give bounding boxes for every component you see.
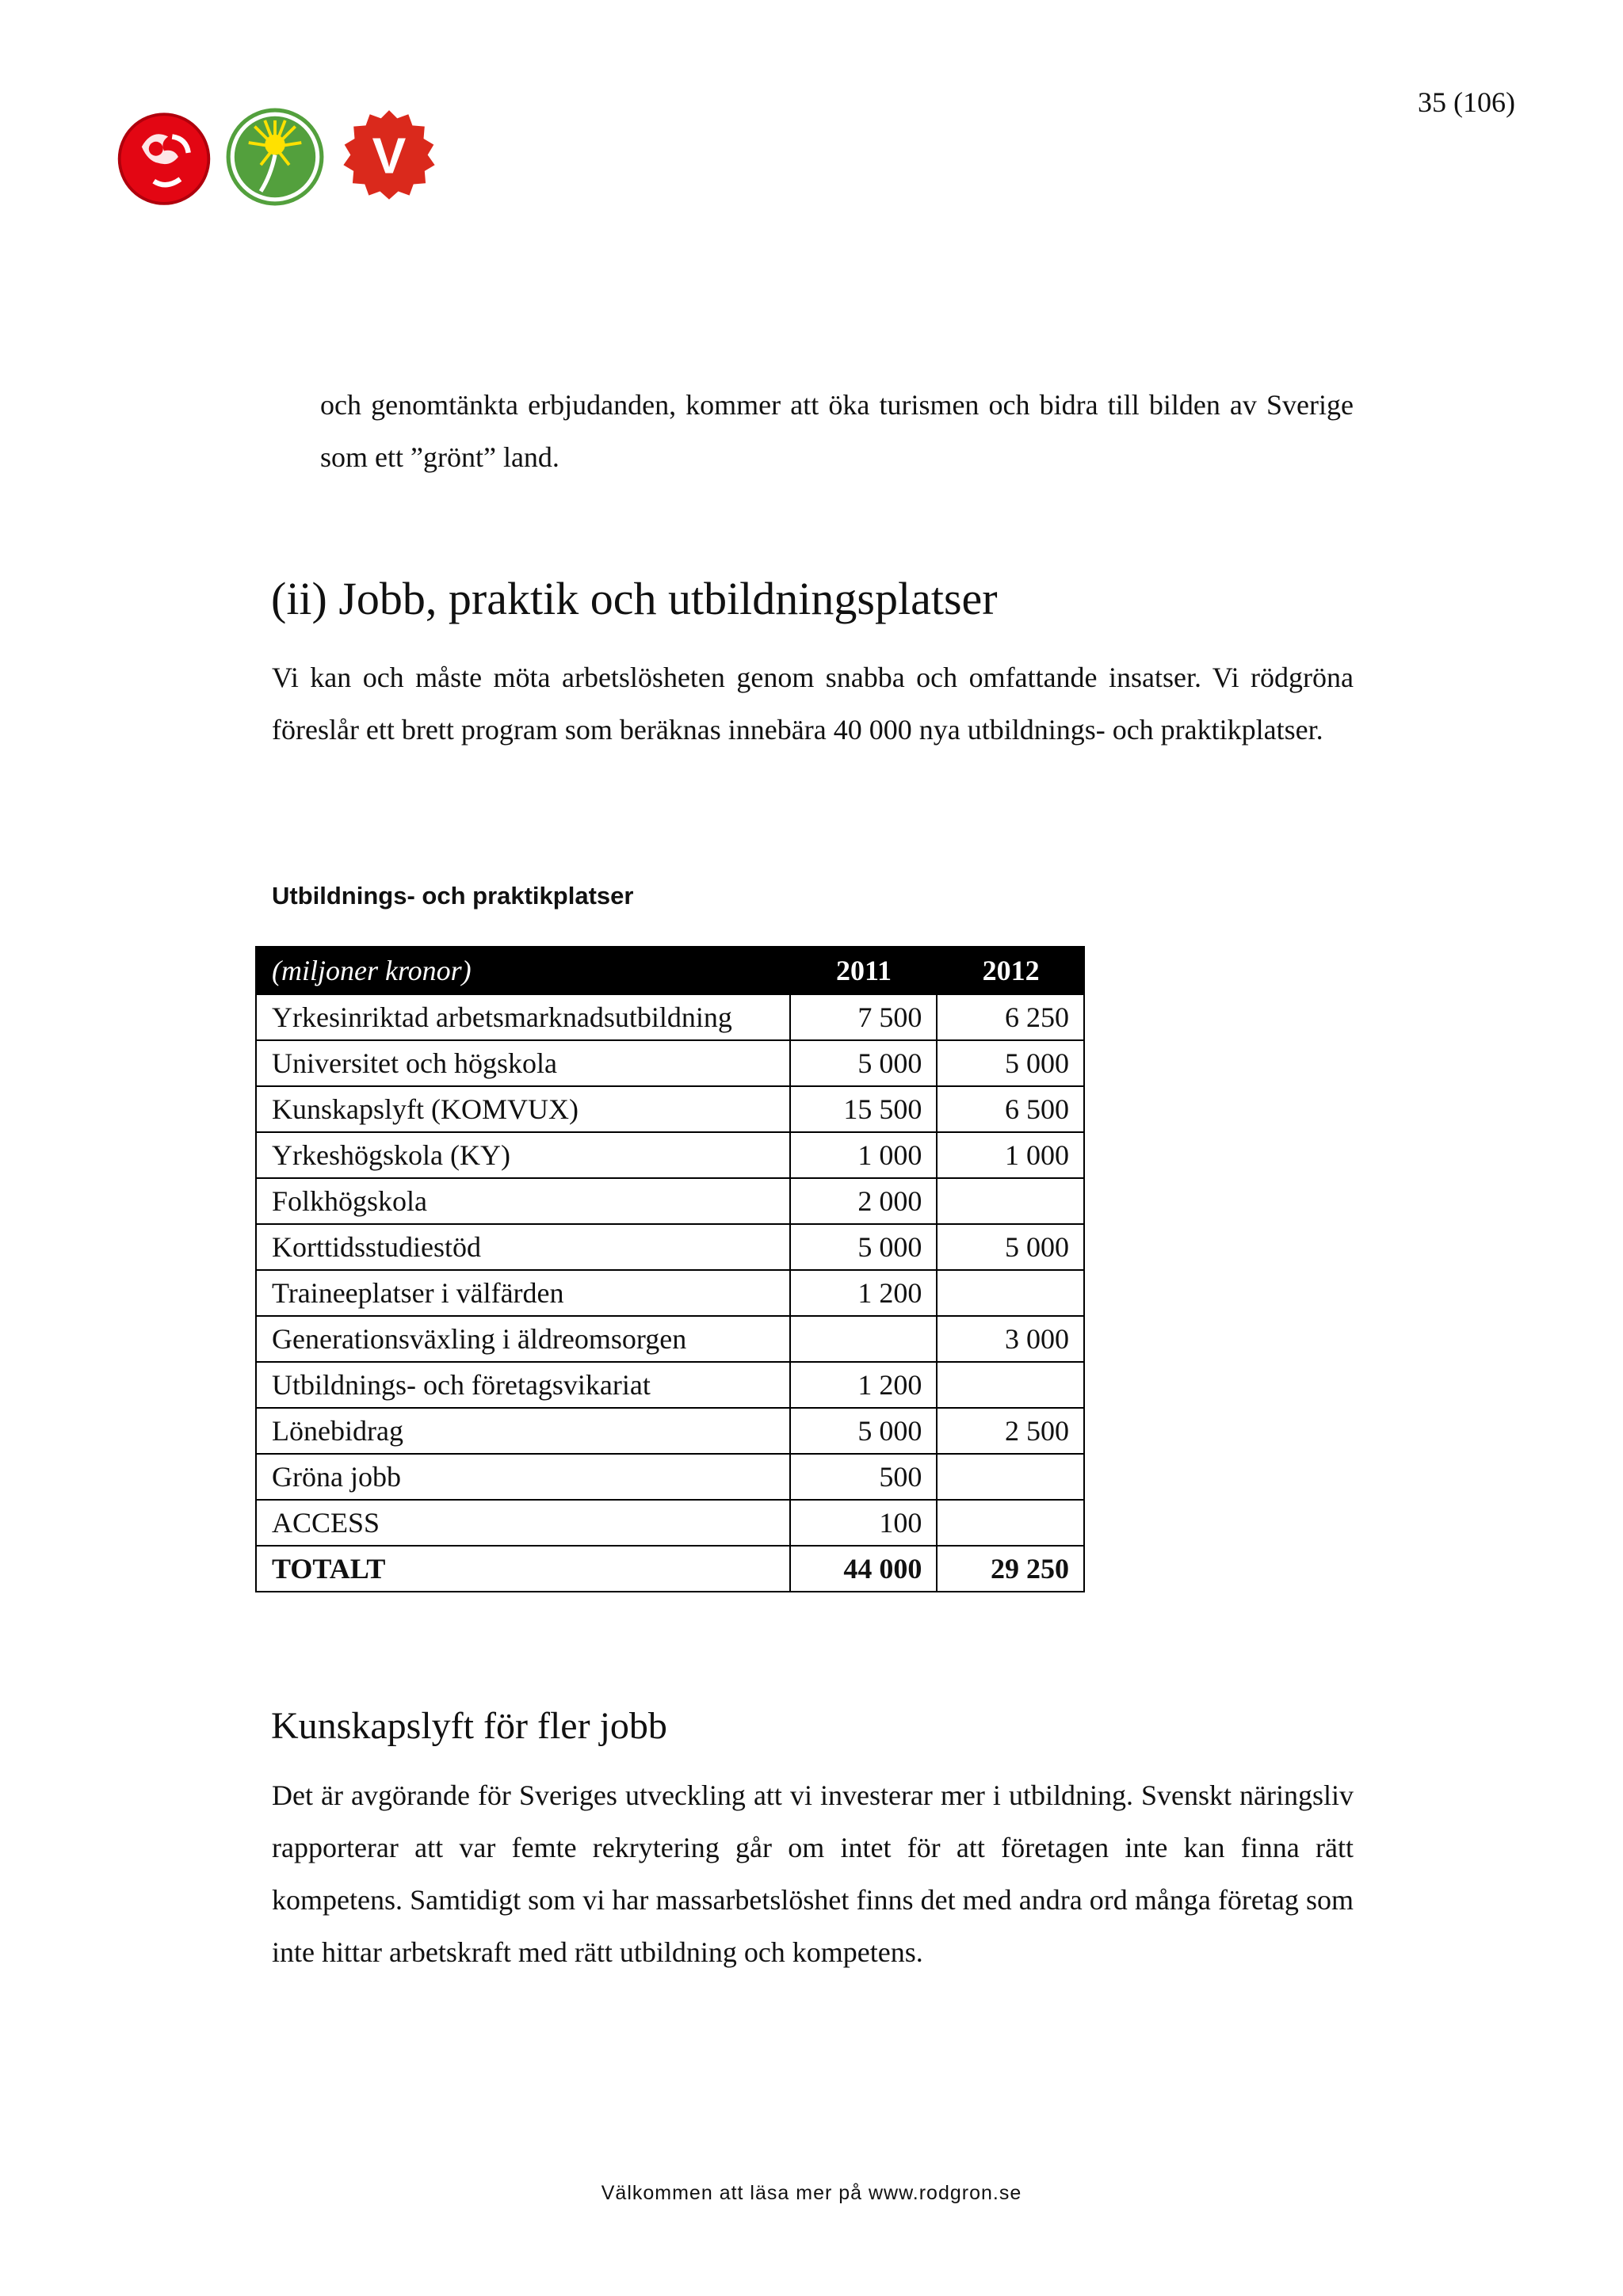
value-2011: 1 200 (790, 1362, 938, 1408)
value-2012: 5 000 (937, 1224, 1084, 1270)
table-row (256, 1408, 1084, 1454)
value-2011 (790, 1316, 938, 1362)
table-row (256, 1224, 1084, 1270)
value-2011: 100 (790, 1500, 938, 1546)
value-2012 (937, 1178, 1084, 1224)
subsection-paragraph: Det är avgörande för Sveriges utveckling att vi investerar mer i utbildning. Svenskt näringsliv rapporterar att var femte rekrytering går om intet för att företagen inte kan finna rätt kompetens. Samtidigt som vi har massarbetslöshet finns det med andra ord många företag som inte hittar arbetskraft med rätt utbildning och kompetens. (272, 1779, 1354, 1968)
row-label: Utbildnings- och företagsvikariat (256, 1362, 790, 1408)
value-2012 (937, 1500, 1084, 1546)
value-2012 (937, 1454, 1084, 1500)
row-label: ACCESS (256, 1500, 790, 1546)
table-row (256, 1086, 1084, 1132)
value-2011: 5 000 (790, 1040, 938, 1086)
value-2012: 2 500 (937, 1408, 1084, 1454)
row-label: Generationsväxling i äldreomsorgen (256, 1316, 790, 1362)
budget-table (255, 946, 1085, 1592)
column-header-2012: 2012 (937, 947, 1084, 994)
row-label: Traineeplatser i välfärden (256, 1270, 790, 1316)
total-2012: 29 250 (937, 1546, 1084, 1592)
table-row (256, 1178, 1084, 1224)
table-row (256, 1454, 1084, 1500)
table-total-row (256, 1546, 1084, 1592)
value-2011: 7 500 (790, 994, 938, 1040)
total-label: TOTALT (256, 1546, 790, 1592)
row-label: Gröna jobb (256, 1454, 790, 1500)
value-2012 (937, 1270, 1084, 1316)
value-2011: 15 500 (790, 1086, 938, 1132)
value-2011: 5 000 (790, 1408, 938, 1454)
row-label: Korttidsstudiestöd (256, 1224, 790, 1270)
row-label: Universitet och högskola (256, 1040, 790, 1086)
value-2012: 6 250 (937, 994, 1084, 1040)
vansterpartiet-logo (338, 106, 440, 208)
section-heading: (ii) Jobb, praktik och utbildningsplatser (271, 573, 998, 624)
value-2012: 3 000 (937, 1316, 1084, 1362)
row-label: Kunskapslyft (KOMVUX) (256, 1086, 790, 1132)
page-number: 35 (106) (1418, 86, 1515, 118)
total-2011: 44 000 (790, 1546, 938, 1592)
table-row (256, 1132, 1084, 1178)
value-2012: 5 000 (937, 1040, 1084, 1086)
value-2011: 1 200 (790, 1270, 938, 1316)
footer-text: Välkommen att läsa mer på www.rodgron.se (601, 2182, 1022, 2204)
table-caption: Utbildnings- och praktikplatser (272, 882, 634, 910)
intro-paragraph: och genomtänkta erbjudanden, kommer att öka turismen och bidra till bilden av Sverige som ett ”grönt” land. (320, 389, 1354, 473)
value-2012: 1 000 (937, 1132, 1084, 1178)
table-row (256, 994, 1084, 1040)
row-label: Yrkeshögskola (KY) (256, 1132, 790, 1178)
value-2012 (937, 1362, 1084, 1408)
value-2011: 5 000 (790, 1224, 938, 1270)
column-header-2011: 2011 (790, 947, 938, 994)
subsection-heading: Kunskapslyft för fler jobb (271, 1705, 667, 1747)
value-2011: 2 000 (790, 1178, 938, 1224)
table-row (256, 1270, 1084, 1316)
value-2012: 6 500 (937, 1086, 1084, 1132)
party-logos (113, 106, 446, 217)
unit-label: (miljoner kronor) (256, 947, 790, 994)
logo-letter: V (372, 127, 407, 185)
table-row (256, 1316, 1084, 1362)
row-label: Lönebidrag (256, 1408, 790, 1454)
row-label: Yrkesinriktad arbetsmarknadsutbildning (256, 994, 790, 1040)
table-header-row (256, 947, 1084, 994)
row-label: Folkhögskola (256, 1178, 790, 1224)
section-paragraph: Vi kan och måste möta arbetslösheten genom snabba och omfattande insatser. Vi rödgröna föreslår ett brett program som beräknas innebära 40 000 nya utbildnings- och praktikplatser. (272, 662, 1354, 746)
table-row (256, 1500, 1084, 1546)
table-row (256, 1040, 1084, 1086)
value-2011: 500 (790, 1454, 938, 1500)
table-row (256, 1362, 1084, 1408)
socialdemokraterna-rose-logo (113, 106, 215, 208)
value-2011: 1 000 (790, 1132, 938, 1178)
miljopartiet-dandelion-logo (224, 106, 326, 208)
